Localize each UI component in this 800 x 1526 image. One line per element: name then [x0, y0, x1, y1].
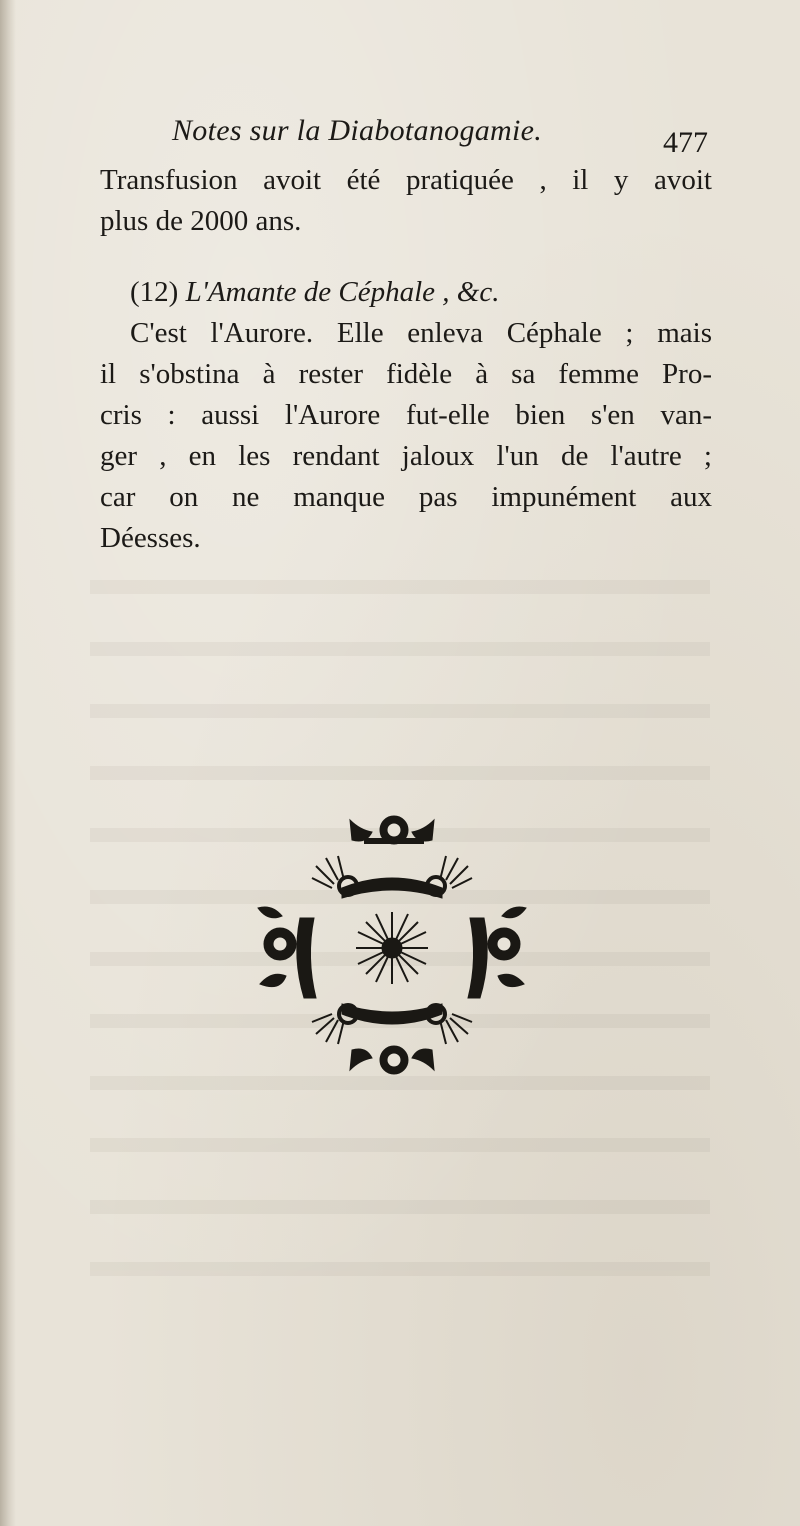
text-line: C'est l'Aurore. Elle enleva Céphale ; mais: [130, 317, 712, 349]
text-line: Déesses.: [100, 522, 201, 554]
text-line: il s'obstina à rester fidèle à sa femme Pro-: [100, 358, 712, 390]
note-heading: [100, 272, 712, 313]
running-title: Notes sur la Diabotanogamie.: [172, 114, 543, 147]
page-body: [100, 160, 712, 559]
page-number: 477: [663, 126, 708, 159]
fleuron-ornament-icon: [252, 808, 532, 1086]
page-gutter-shadow: [0, 0, 16, 1526]
text-line: car on ne manque pas impunément aux: [100, 481, 712, 513]
page-header: [172, 108, 712, 159]
text-line: ger , en les rendant jaloux l'un de l'autre ;: [100, 440, 712, 472]
note-number: (12): [130, 276, 179, 308]
text-line: cris : aussi l'Aurore fut-elle bien s'en van-: [100, 399, 712, 431]
text-line: Transfusion avoit été pratiquée , il y avoit: [100, 164, 712, 196]
note-title: L'Amante de Céphale , &c.: [185, 276, 500, 308]
text-line: plus de 2000 ans.: [100, 205, 302, 237]
